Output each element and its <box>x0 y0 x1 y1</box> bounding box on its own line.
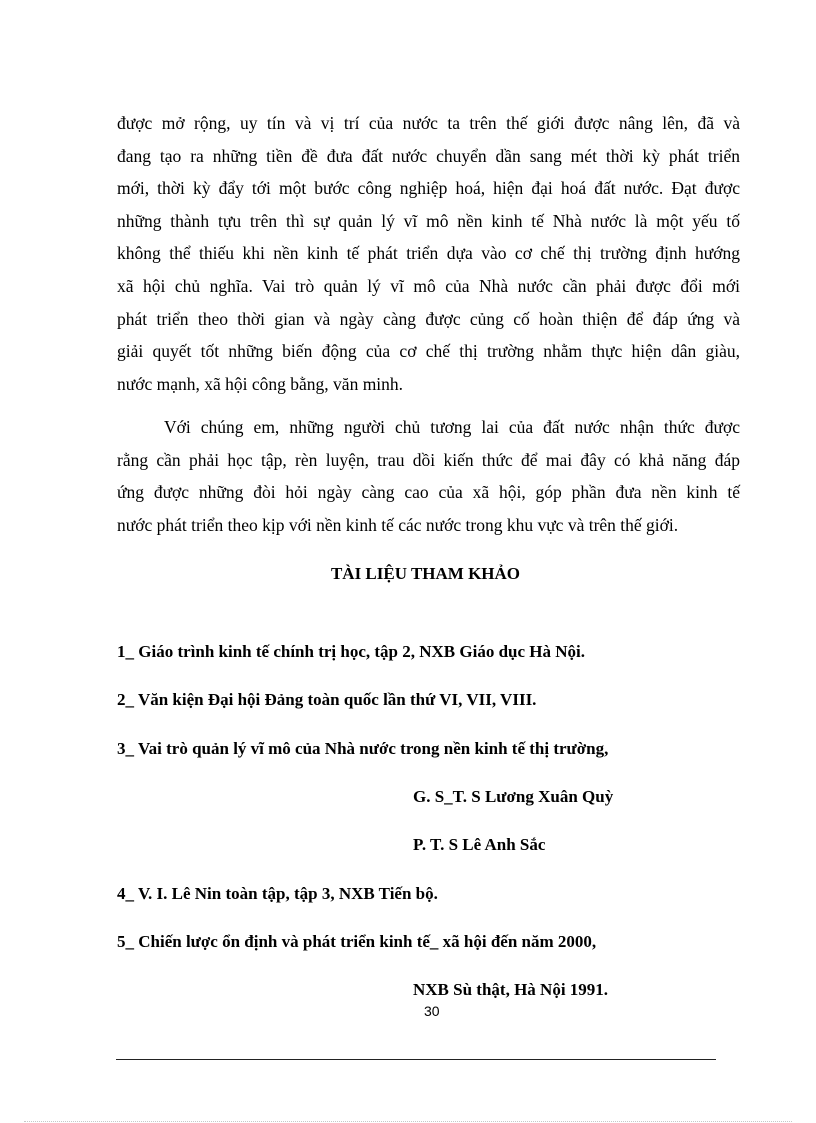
reference-author: G. S_T. S Lương Xuân Quỳ <box>413 787 614 806</box>
page-bottom-edge <box>24 1121 792 1122</box>
paragraph-line: không thể thiếu khi nền kinh tế phát triển dựa vào cơ chế thị trường định hướng <box>117 243 740 264</box>
reference-author: P. T. S Lê Anh Sắc <box>413 835 546 854</box>
reference-item: 3_ Vai trò quản lý vĩ mô của Nhà nước trong nền kinh tế thị trường, <box>117 739 609 758</box>
paragraph-line: được mở rộng, uy tín và vị trí của nước ta trên thế giới được nâng lên, đã và <box>117 113 740 133</box>
paragraph-line: phát triển theo thời gian và ngày càng được củng cố hoàn thiện để đáp ứng và <box>117 308 740 329</box>
reference-item: 4_ V. I. Lê Nin toàn tập, tập 3, NXB Tiến bộ. <box>117 884 438 903</box>
reference-publisher: NXB Sù thật, Hà Nội 1991. <box>413 980 609 999</box>
references-heading: TÀI LIỆU THAM KHẢO <box>330 564 521 583</box>
reference-item: 2_ Văn kiện Đại hội Đảng toàn quốc lần thứ VI, VII, VIII. <box>117 690 537 709</box>
paragraph-line: rằng cần phải học tập, rèn luyện, trau dồi kiến thức để mai đây có khả năng đáp <box>117 449 740 470</box>
paragraph-line: mới, thời kỳ đẩy tới một bước công nghiệp hoá, hiện đại hoá đất nước. Đạt được <box>117 178 740 199</box>
paragraph-line: ứng được những đòi hỏi ngày càng cao của xã hội, góp phần đưa nền kinh tế <box>117 482 740 503</box>
paragraph-line: xã hội chủ nghĩa. Vai trò quản lý vĩ mô của Nhà nước cần phải được đổi mới <box>117 275 740 296</box>
paragraph-line: giải quyết tốt những biến động của cơ chế thị trường nhằm thực hiện dân giàu, <box>117 341 740 362</box>
paragraph-line: nước phát triển theo kịp với nền kinh tế các nước trong khu vực và trên thế giới. <box>117 514 679 535</box>
paragraph-line: đang tạo ra những tiền đề đưa đất nước chuyển dần sang mét thời kỳ phát triển <box>117 145 740 166</box>
paragraph-line: nước mạnh, xã hội công bằng, văn minh. <box>117 373 404 394</box>
footer-divider <box>116 1059 716 1060</box>
closing-paragraph <box>117 411 740 541</box>
page-number: 30 <box>424 1003 440 1019</box>
paragraph-line: những thành tựu trên thì sự quản lý vĩ mô nền kinh tế Nhà nước là một yếu tố <box>117 210 740 231</box>
reference-item: 1_ Giáo trình kinh tế chính trị học, tập 2, NXB Giáo dục Hà Nội. <box>117 642 586 661</box>
conclusion-paragraph <box>117 107 740 400</box>
paragraph-line: Với chúng em, những người chủ tương lai của đất nước nhận thức được <box>164 417 740 437</box>
reference-item: 5_ Chiến lược ổn định và phát triển kinh tế_ xã hội đến năm 2000, <box>117 932 597 951</box>
